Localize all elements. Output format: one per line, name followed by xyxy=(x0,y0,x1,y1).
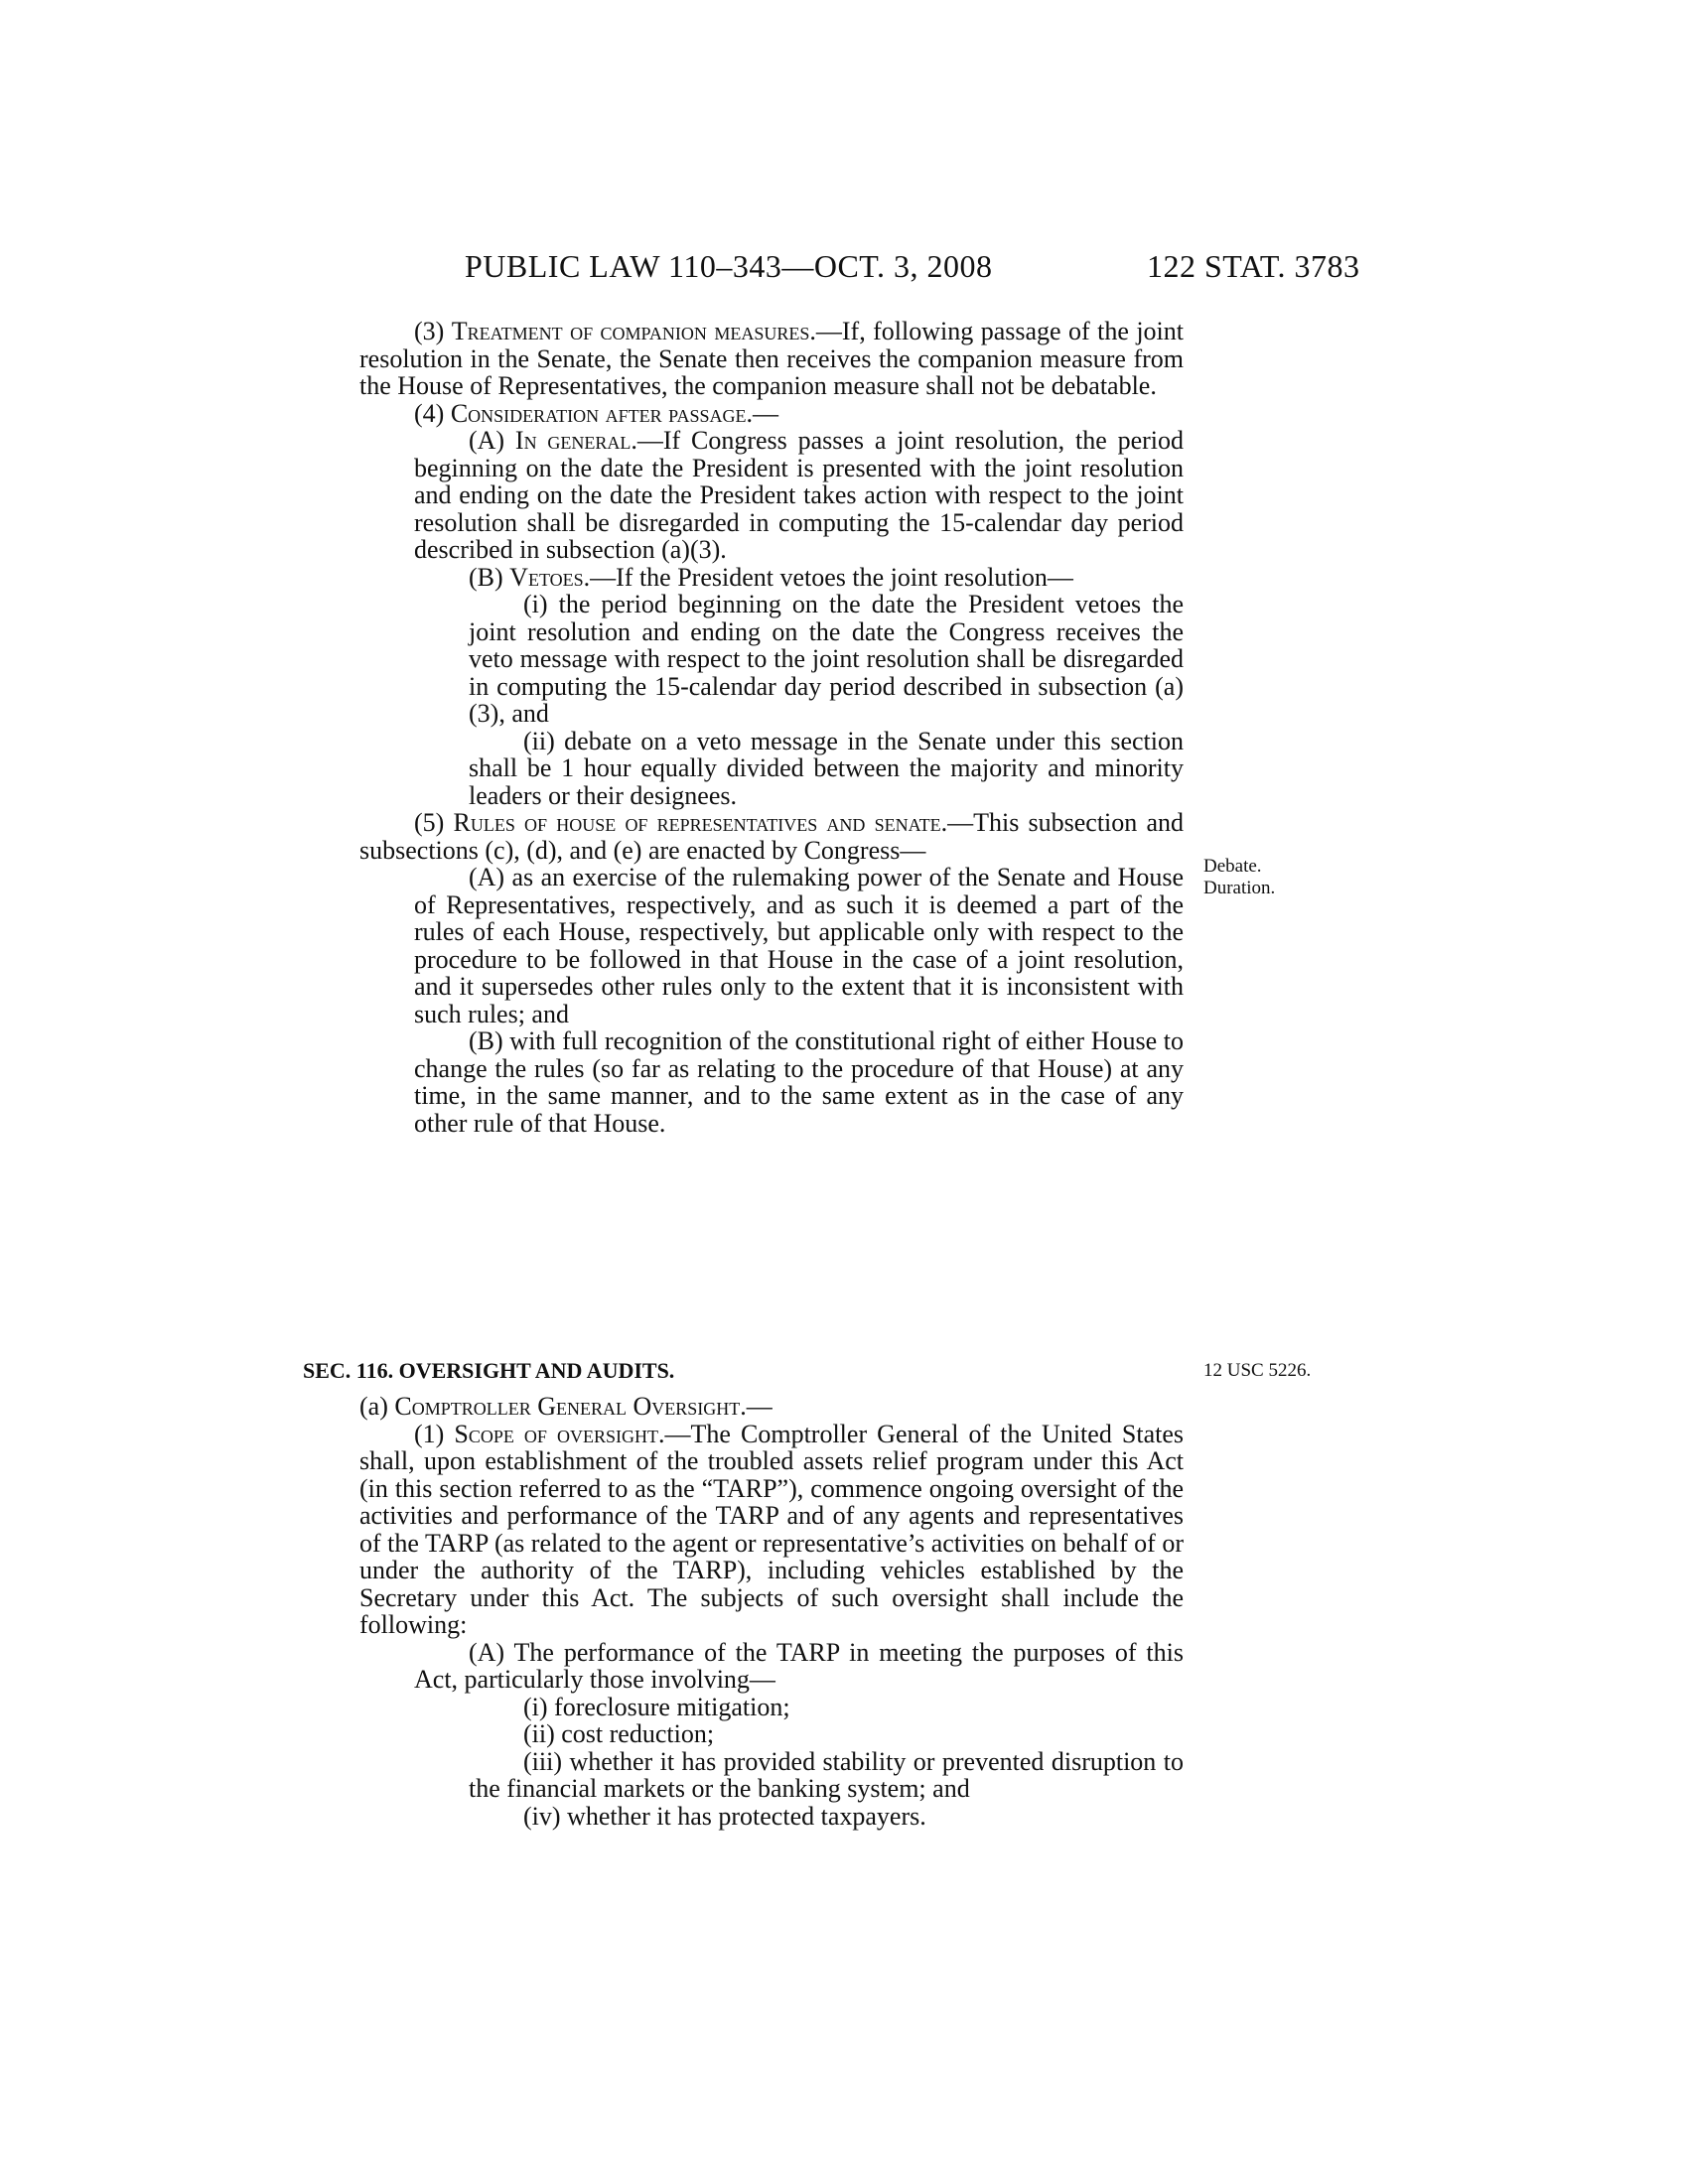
paragraph-text: .—This subsection and subsections (c), (d), and (e) are enacted by Congress— xyxy=(359,808,1184,865)
paragraph-heading: In general xyxy=(514,426,632,455)
subparagraph-5b: (B) with full recognition of the constitutional right of either House to change the rules (so far as relating to the procedure of that House) at any time, in the same manner, and to the same extent as in the case of any other rule of that House. xyxy=(414,1026,1184,1138)
clause-a1A-ii: (ii) cost reduction; xyxy=(523,1719,715,1748)
paragraph-text: .—If the President vetoes the joint resolution— xyxy=(583,562,1073,592)
clause-4b-ii: (ii) debate on a veto message in the Senate under this section shall be 1 hour equally divided between the majority and minority leaders or their designees. xyxy=(469,726,1184,810)
subparagraph-5a: (A) as an exercise of the rulemaking power of the Senate and House of Representatives, respectively, and as such it is deemed a part of the rules of each House, respectively, but applicable only with respect to the procedure to be followed in that House in the case of a joint resolution, and it supersedes other rules only to the extent that it is inconsistent with such rules; and xyxy=(414,863,1184,1028)
margin-note-usc-citation: 12 USC 5226. xyxy=(1203,1360,1312,1381)
body-text-section-116 xyxy=(359,1393,1184,1830)
paragraph-a1 xyxy=(359,1421,1184,1639)
paragraph-number: (3) xyxy=(414,317,452,345)
subparagraph-a1A: (A) The performance of the TARP in meeting the purposes of this Act, particularly those involving— xyxy=(414,1637,1184,1694)
paragraph-heading: Rules of house of representatives and senate xyxy=(453,808,941,837)
clause-a1A-iii: (iii) whether it has provided stability or prevented disruption to the financial markets or the banking system; and xyxy=(469,1746,1184,1803)
running-header-page-number: 122 STAT. 3783 xyxy=(1147,248,1360,284)
clause-4b-i: (i) the period beginning on the date the President vetoes the joint resolution and ending on the date the Congress receives the veto message with respect to the joint resolution shall be disregarded in computing the 15-calendar day period described in subsection (a)(3), and xyxy=(469,590,1184,728)
paragraph-text: .—If, following passage of the joint resolution in the Senate, the Senate then receives the companion measure from the House of Representatives, the companion measure shall not be debatable. xyxy=(359,317,1184,400)
paragraph-5 xyxy=(359,809,1184,864)
clause-a1A-iv: (iv) whether it has protected taxpayers. xyxy=(523,1801,926,1831)
subparagraph-4b xyxy=(359,564,1184,592)
section-heading: SEC. 116. OVERSIGHT AND AUDITS. xyxy=(303,1358,675,1383)
paragraph-text: .— xyxy=(740,1392,773,1421)
paragraph-number: (1) xyxy=(414,1419,455,1448)
margin-note-duration: Duration. xyxy=(1203,878,1276,898)
paragraph-heading: Consideration after passage xyxy=(450,398,747,428)
margin-note-debate: Debate. xyxy=(1203,856,1262,877)
paragraph-4 xyxy=(359,400,1184,428)
paragraph-number: (4) xyxy=(414,398,451,428)
subparagraph-4a xyxy=(359,427,1184,564)
running-header-title: PUBLIC LAW 110–343—OCT. 3, 2008 xyxy=(465,248,993,284)
clause-a1A-i: (i) foreclosure mitigation; xyxy=(523,1692,790,1721)
paragraph-number: (B) xyxy=(469,562,510,592)
paragraph-number: (5) xyxy=(414,808,454,837)
paragraph-text: .—The Comptroller General of the United States shall, upon establishment of the troubled assets relief program under this Act (in this section referred to as the “TARP”), commence ongoing oversight of the activities and performance of the TARP and of any agents and representatives of the TARP (as related to the agent or representative’s activities on behalf of or under the authority of the TARP), including vehicles established by the Secretary under this Act. The subjects of such oversight shall include the following: xyxy=(359,1419,1184,1639)
paragraph-heading: Scope of oversight xyxy=(454,1419,659,1448)
paragraph-number: (A) xyxy=(469,426,515,455)
paragraph-3 xyxy=(359,318,1184,400)
paragraph-text: .— xyxy=(746,398,779,428)
paragraph-heading: Treatment of companion measures xyxy=(451,317,810,345)
paragraph-number: (a) xyxy=(359,1392,395,1421)
paragraph-text: .—If Congress passes a joint resolution, the period beginning on the date the President is presented with the joint resolution and ending on the date the President takes action with respect to the joint resolution shall be disregarded in computing the 15-calendar day period described in subsection (a)(3). xyxy=(414,426,1185,564)
paragraph-heading: Comptroller General Oversight xyxy=(394,1392,741,1421)
paragraph-heading: Vetoes xyxy=(509,562,584,592)
subsection-a xyxy=(305,1393,1184,1421)
body-text-upper xyxy=(359,318,1184,1137)
